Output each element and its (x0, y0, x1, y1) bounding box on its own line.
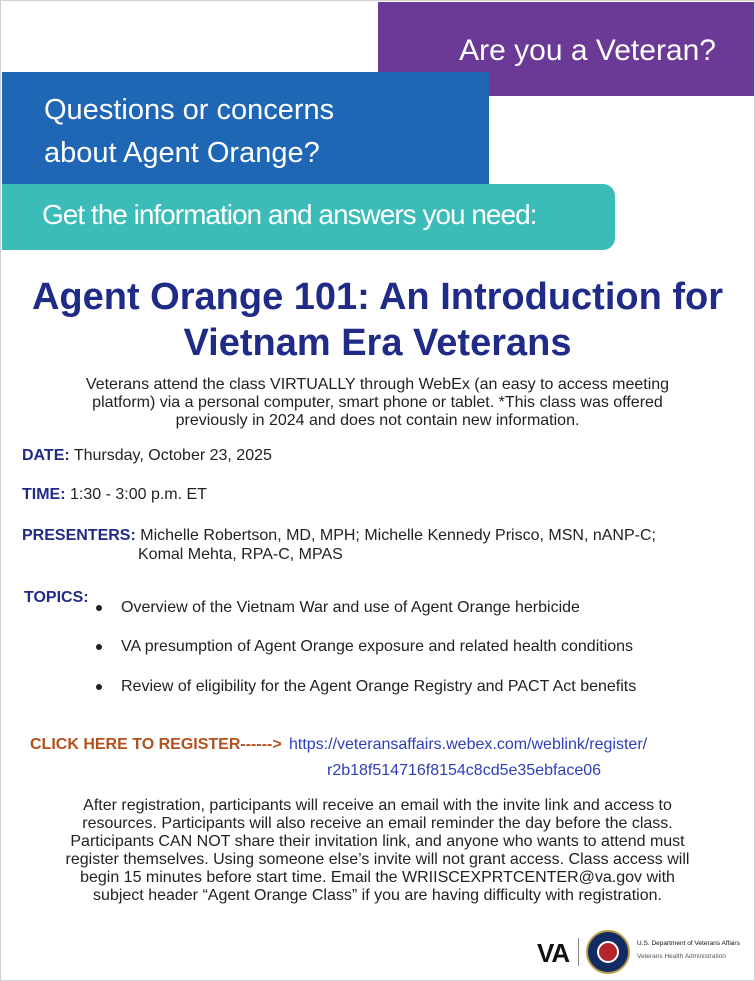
after-line-4: register themselves. Using someone else’s invite will not grant access. Class access will (65, 851, 690, 868)
time-row (22, 486, 207, 504)
register-link-line-2[interactable]: r2b18f514716f8154c8cd5e35ebface06 (327, 762, 602, 779)
bullet-icon (96, 684, 102, 690)
logo-divider (578, 938, 579, 966)
page-title-line-1: Agent Orange 101: An Introduction for (31, 276, 724, 318)
va-seal-center (597, 941, 619, 963)
presenters-label: PRESENTERS: (22, 527, 136, 544)
intro-line-3: previously in 2024 and does not contain new information. (175, 412, 580, 429)
info-banner (2, 184, 615, 250)
presenters-line-1: Michelle Robertson, MD, MPH; Michelle Kennedy Prisco, MSN, nANP-C; (140, 527, 656, 544)
va-seal-icon (586, 930, 630, 974)
time-label: TIME: (22, 486, 66, 503)
topic-text: Review of eligibility for the Agent Orange Registry and PACT Act benefits (121, 678, 637, 695)
va-administration-name: Veterans Health Administration (637, 953, 726, 960)
topic-text: Overview of the Vietnam War and use of Agent Orange herbicide (121, 599, 580, 616)
after-line-5: begin 15 minutes before start time. Email the WRIISCEXPRTCENTER@va.gov with (80, 869, 675, 886)
va-logo: VA (537, 938, 570, 968)
questions-line-1: Questions or concerns (44, 94, 335, 126)
date-row (22, 447, 272, 465)
va-department-name: U.S. Department of Veterans Affairs (637, 940, 740, 947)
intro-paragraph (20, 376, 735, 430)
after-line-6: subject header “Agent Orange Class” if you are having difficulty with registration. (93, 887, 662, 904)
bullet-icon (96, 644, 102, 650)
topics-label: TOPICS: (24, 589, 89, 606)
intro-line-1: Veterans attend the class VIRTUALLY through WebEx (an easy to access meeting (85, 376, 670, 393)
time-value: 1:30 - 3:00 p.m. ET (70, 486, 207, 503)
info-banner-text: Get the information and answers you need: (42, 199, 537, 230)
page-title-line-2: Vietnam Era Veterans (183, 322, 572, 364)
register-link-line-1[interactable]: https://veteransaffairs.webex.com/weblink/register/ (289, 736, 648, 753)
after-line-1: After registration, participants will receive an email with the invite link and access to (83, 797, 672, 814)
date-label: DATE: (22, 447, 70, 464)
intro-line-2: platform) via a personal computer, smart phone or tablet. *This class was offered (92, 394, 663, 411)
after-line-3: Participants CAN NOT share their invitation link, and anyone who wants to attend must (70, 833, 685, 850)
topic-text: VA presumption of Agent Orange exposure and related health conditions (121, 638, 634, 655)
veteran-question-text: Are you a Veteran? (459, 34, 716, 67)
presenters-line-2: Komal Mehta, RPA-C, MPAS (138, 546, 343, 563)
presenters-row (22, 527, 656, 545)
questions-banner (2, 72, 489, 190)
registration-info-paragraph (20, 797, 735, 905)
bullet-icon (96, 605, 102, 611)
register-label[interactable]: CLICK HERE TO REGISTER------> (30, 736, 282, 753)
questions-line-2: about Agent Orange? (44, 137, 320, 169)
date-value: Thursday, October 23, 2025 (73, 447, 272, 464)
after-line-2: resources. Participants will also receive an email reminder the day before the class. (82, 815, 673, 832)
